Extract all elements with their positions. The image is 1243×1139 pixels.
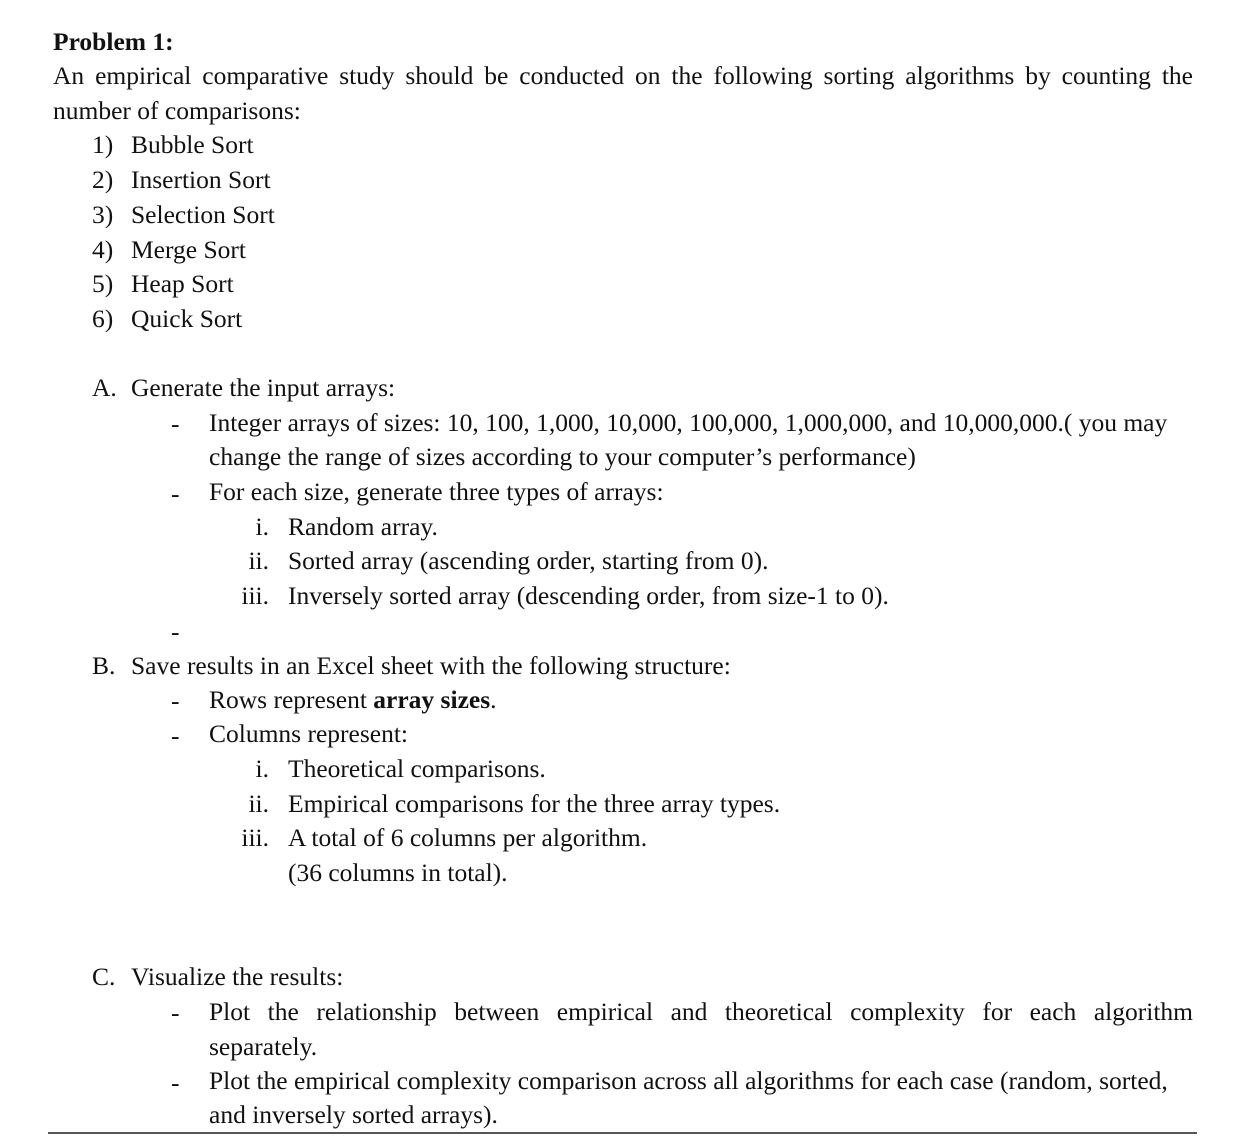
algorithm-name: Quick Sort: [131, 304, 243, 333]
sub-item-number: iii.: [241, 581, 269, 610]
bullet-dash: -: [171, 1068, 180, 1097]
problem-title: Problem 1:: [53, 27, 174, 56]
algorithm-number: 2): [92, 165, 114, 194]
bullet-dash: -: [171, 409, 180, 438]
sub-item-text: Random array.: [288, 512, 438, 541]
columns-text: Columns represent:: [209, 719, 409, 748]
algorithm-name: Insertion Sort: [131, 165, 271, 194]
bullet-dash: -: [171, 479, 180, 508]
algorithm-number: 5): [92, 269, 114, 298]
intro-text-line-2: number of comparisons:: [53, 96, 301, 125]
bullet-dash: -: [171, 686, 180, 715]
rows-text-suffix: .: [490, 685, 497, 714]
algorithm-number: 6): [92, 304, 114, 333]
sub-item-number: i.: [255, 754, 269, 783]
section-b-letter: B.: [92, 651, 116, 680]
array-types-text: For each size, generate three types of arrays:: [209, 477, 664, 506]
algorithm-number: 1): [92, 130, 114, 159]
empty-bullet-dash: -: [171, 617, 180, 646]
bullet-dash: -: [171, 721, 180, 750]
section-a-letter: A.: [92, 373, 117, 402]
algorithm-name: Bubble Sort: [131, 130, 254, 159]
plot-comparison-text-line-1: Plot the empirical complexity comparison across all algorithms for each case (random, sorted,: [209, 1066, 1168, 1095]
plot-comparison-text-line-2: and inversely sorted arrays).: [209, 1100, 498, 1129]
sub-item-number: iii.: [241, 823, 269, 852]
section-c-heading: Visualize the results:: [131, 962, 344, 991]
sub-item-text: Sorted array (ascending order, starting from 0).: [288, 546, 769, 575]
array-sizes-text-line-2: change the range of sizes according to your computer’s performance): [209, 442, 916, 471]
sub-item-number: i.: [255, 512, 269, 541]
sub-item-text: Empirical comparisons for the three array types.: [288, 789, 781, 818]
plot-relationship-text-line-2: separately.: [209, 1032, 318, 1061]
algorithm-name: Merge Sort: [131, 235, 246, 264]
section-c-letter: C.: [92, 962, 116, 991]
array-sizes-text-line-1: Integer arrays of sizes: 10, 100, 1,000, 10,000, 100,000, 1,000,000, and 10,000,000.( you may: [209, 408, 1168, 437]
sub-item-number: ii.: [248, 546, 269, 575]
rows-text-prefix: Rows represent: [209, 685, 374, 714]
algorithm-number: 4): [92, 235, 114, 264]
rows-text-bold: array sizes: [373, 685, 491, 714]
section-b-heading: Save results in an Excel sheet with the following structure:: [131, 651, 731, 680]
bottom-divider: [48, 1132, 1197, 1134]
algorithm-name: Selection Sort: [131, 200, 275, 229]
sub-item-number: ii.: [248, 789, 269, 818]
plot-relationship-text-line-1: Plot the relationship between empirical and theoretical complexity for each algorithm: [209, 997, 1193, 1026]
section-a-heading: Generate the input arrays:: [131, 373, 396, 402]
algorithm-number: 3): [92, 200, 114, 229]
sub-item-text: A total of 6 columns per algorithm.: [288, 823, 648, 852]
bullet-dash: -: [171, 998, 180, 1027]
algorithm-name: Heap Sort: [131, 269, 234, 298]
sub-item-text: Theoretical comparisons.: [288, 754, 546, 783]
rows-text: [209, 687, 497, 713]
sub-item-continuation: (36 columns in total).: [288, 858, 508, 887]
intro-text-line-1: An empirical comparative study should be conducted on the following sorting algorithms by counting the: [53, 61, 1193, 90]
sub-item-text: Inversely sorted array (descending order, from size-1 to 0).: [288, 581, 889, 610]
